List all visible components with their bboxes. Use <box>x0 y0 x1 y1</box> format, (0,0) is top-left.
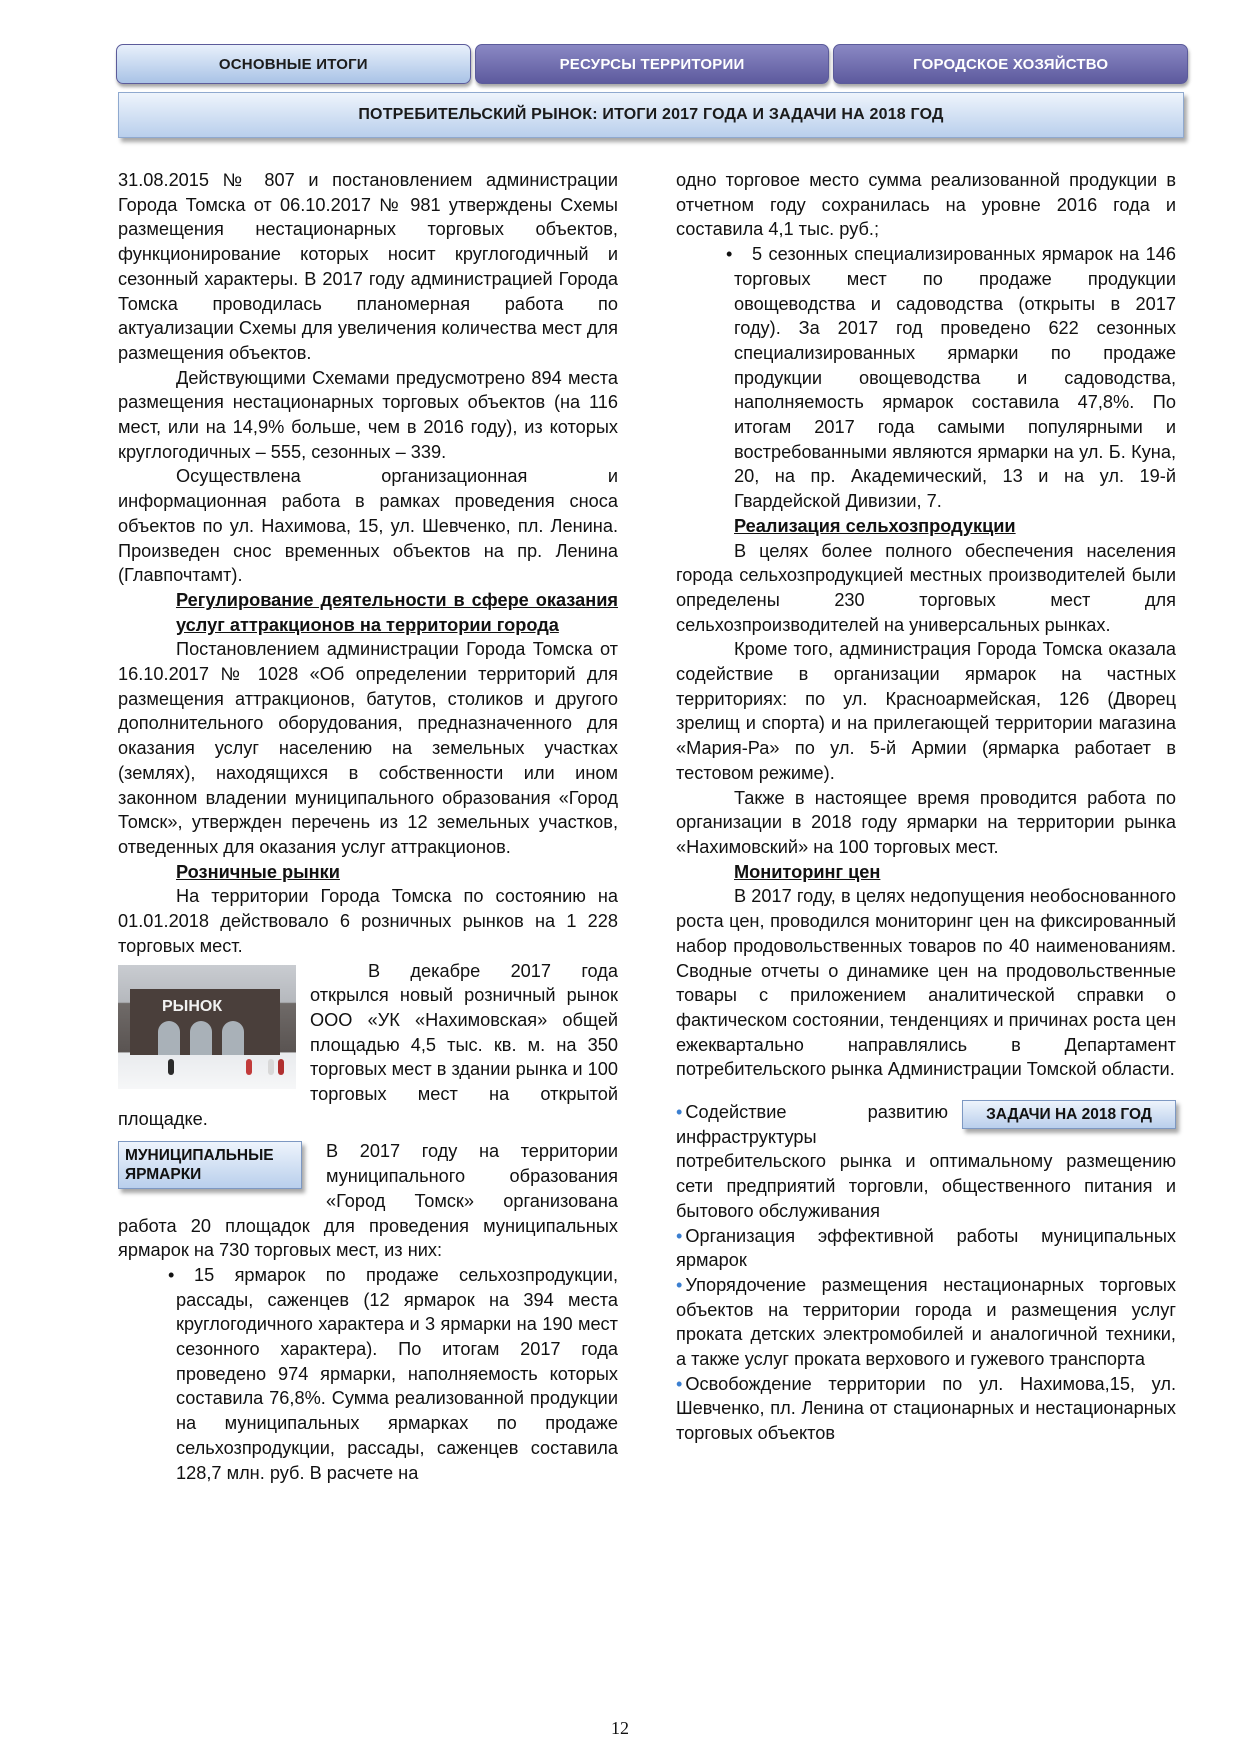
tab-main-results[interactable]: ОСНОВНЫЕ ИТОГИ <box>116 44 471 84</box>
section-heading: Реализация сельхозпродукции <box>734 515 1016 536</box>
page-number: 12 <box>611 1718 629 1738</box>
spacer <box>676 1082 1176 1100</box>
paragraph: В целях более полного обеспечения населения города сельхозпродукцией местных производителей были определены 230 торговых мест для сельхозпроизводителей на универсальных рынках. <box>676 540 1176 635</box>
paragraph: В 2017 году на территории муниципального образования «Город Томск» организована работа 20 площадок для проведения муниципальных ярмарок на 730 торговых мест, из них: <box>118 1141 618 1261</box>
paragraph: На территории Города Томска по состоянию на 01.01.2018 действовало 6 розничных рынков на 1 228 торговых мест. <box>118 886 618 956</box>
task-item: • Содействие развитию инфраструктуры потребительского рынка и оптимальному размещению сети предприятий торговли, общественного питания и бытового обслуживания <box>676 1100 1176 1224</box>
market-photo <box>118 965 296 1089</box>
section-heading: Розничные рынки <box>176 861 340 882</box>
section-banner: ПОТРЕБИТЕЛЬСКИЙ РЫНОК: ИТОГИ 2017 ГОДА И ЗАДАЧИ НА 2018 ГОД <box>118 92 1184 138</box>
paragraph: Осуществлена организационная и информационная работа в рамках проведения сноса объектов по ул. Нахимова, 15, ул. Шевченко, пл. Ленина. Произведен снос временных объектов на пр. Ленина (Главпочтамт). <box>118 466 618 586</box>
section-heading: Регулирование деятельности в сфере оказания услуг аттракционов на территории города <box>176 589 618 635</box>
arch-shape <box>158 1021 180 1055</box>
task-item: • Освобождение территории по ул. Нахимова,15, ул. Шевченко, пл. Ленина от стационарных и нестационарных торговых объектов <box>676 1372 1176 1446</box>
bullet-item: • 5 сезонных специализированных ярмарок на 146 торговых мест по продаже продукции овощеводства и садоводства (открыты в 2017 году). За 2017 год проведено 622 сезонных специализированных ярмарки по продаже продукции овощеводства и садоводства, наполняемость ярмарок составила 47,8%. По итогам 2017 года самыми популярными и востребованными являются ярмарки на ул. Б. Куна, 20, на пр. Академический, 13 и на ул. 19-й Гвардейской Дивизии, 7. <box>676 242 1176 514</box>
tab-city-economy[interactable]: ГОРОДСКОЕ ХОЗЯЙСТВО <box>833 44 1188 84</box>
person-shape <box>268 1059 274 1075</box>
section-heading: Мониторинг цен <box>734 861 881 882</box>
person-shape <box>278 1059 284 1075</box>
section-tabs <box>116 44 1188 84</box>
right-column <box>676 168 1176 1446</box>
tab-territory-resources[interactable]: РЕСУРСЫ ТЕРРИТОРИИ <box>475 44 830 84</box>
paragraph: Действующими Схемами предусмотрено 894 места размещения нестационарных торговых объектов (на 116 мест, или на 14,9% больше, чем в 2016 году), из которых круглогодичных – 555, сезонных – 339. <box>118 367 618 462</box>
paragraph: Кроме того, администрация Города Томска оказала содействие в организации ярмарок на частных территориях: по ул. Красноармейская, 126 (Дворец зрелищ и спорта) и на прилегающей территории магазина «Мария-Ра» по ул. 5-й Армии (ярмарка работает в тестовом режиме). <box>676 639 1176 783</box>
market-sign: РЫНОК <box>162 997 223 1015</box>
paragraph: В 2017 году, в целях недопущения необоснованного роста цен, проводился мониторинг цен на фиксированный набор продовольственных товаров по 40 наименованиям. Сводные отчеты о динамике цен на продовольственные товары с приложением аналитической справки о фактическом состоянии, тенденциях и причинах роста цен ежеквартально направлялись в Департамент потребительского рынка Администрации Томской области. <box>676 886 1176 1080</box>
tasks-2018-label: ЗАДАЧИ НА 2018 ГОД <box>962 1100 1176 1129</box>
paragraph: В декабре 2017 года открылся новый розничный рынок ООО «УК «Нахимовская» общей площадью 4,5 тыс. кв. м. на 350 торговых мест в здании рынка и 100 торговых мест на открытой площадке. <box>118 960 618 1129</box>
municipal-fairs-label: МУНИЦИПАЛЬНЫЕ ЯРМАРКИ <box>118 1141 302 1189</box>
left-column <box>118 168 618 1485</box>
paragraph: 31.08.2015 № 807 и постановлением администрации Города Томска от 06.10.2017 № 981 утверждены Схемы размещения нестационарных торговых объектов, функционирование которых носит круглогодичный и сезонный характеры. В 2017 году администрацией Города Томска проводилась планомерная работа по актуализации Схемы для увеличения количества мест для размещения объектов. <box>118 170 618 363</box>
arch-shape <box>190 1021 212 1055</box>
task-item: • Упорядочение размещения нестационарных торговых объектов на территории города и размещения услуг проката детских электромобилей и аналогичной техники, а также услуг проката верхового и гужевого транспорта <box>676 1273 1176 1372</box>
paragraph: Также в настоящее время проводится работа по организации в 2018 году ярмарки на территории рынка «Нахимовский» на 100 торговых мест. <box>676 787 1176 857</box>
bullet-item: • 15 ярмарок по продаже сельхозпродукции, рассады, саженцев (12 ярмарок на 394 места круглогодичного характера и 3 ярмарки на 190 мест сезонного характера). По итогам 2017 года проведено 974 ярмарки, наполняемость которых составила 76,8%. Сумма реализованной продукции на муниципальных ярмарках по продаже сельхозпродукции, рассады, саженцев составила 128,7 млн. руб. В расчете на <box>118 1263 618 1485</box>
paragraph: Постановлением администрации Города Томска от 16.10.2017 № 1028 «Об определении территорий для размещения аттракционов, батутов, столиков и другого дополнительного оборудования, предназначенного для оказания услуг населению на земельных участках (землях), находящихся в собственности или ином законном владении муниципального образования «Город Томск», утвержден перечень из 12 земельных участков, отведенных для оказания услуг аттракционов. <box>118 639 618 857</box>
person-shape <box>168 1059 174 1075</box>
person-shape <box>246 1059 252 1075</box>
arch-shape <box>222 1021 244 1055</box>
task-item: • Организация эффективной работы муниципальных ярмарок <box>676 1224 1176 1273</box>
paragraph: одно торговое место сумма реализованной продукции в отчетном году сохранилась на уровне 2016 года и составила 4,1 тыс. руб.; <box>676 170 1176 240</box>
